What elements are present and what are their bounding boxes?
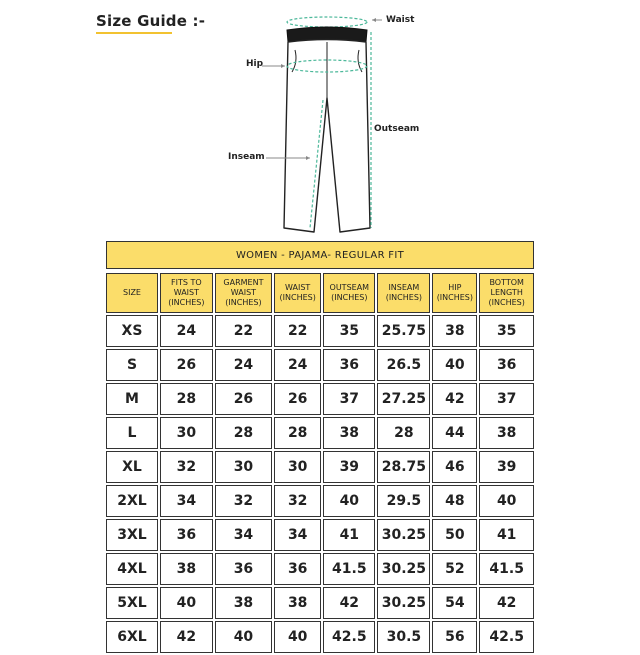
- header-waist: WAIST (INCHES): [274, 273, 321, 313]
- table-cell: 52: [432, 553, 477, 585]
- table-cell: 54: [432, 587, 477, 619]
- table-cell: 25.75: [377, 315, 430, 347]
- table-cell: 34: [215, 519, 272, 551]
- size-cell: 4XL: [106, 553, 158, 585]
- size-cell: XS: [106, 315, 158, 347]
- table-banner: WOMEN - PAJAMA- REGULAR FIT: [106, 241, 534, 269]
- table-cell: 39: [479, 451, 534, 483]
- table-cell: 22: [215, 315, 272, 347]
- size-cell: 2XL: [106, 485, 158, 517]
- table-cell: 38: [274, 587, 321, 619]
- table-cell: 38: [160, 553, 213, 585]
- table-cell: 38: [432, 315, 477, 347]
- table-cell: 35: [323, 315, 375, 347]
- size-table: [104, 271, 536, 655]
- table-body: [106, 315, 534, 653]
- table-cell: 42: [323, 587, 375, 619]
- table-cell: 34: [274, 519, 321, 551]
- table-cell: 28: [377, 417, 430, 449]
- table-cell: 36: [215, 553, 272, 585]
- table-row: [106, 417, 534, 449]
- table-cell: 28: [160, 383, 213, 415]
- table-cell: 42: [479, 587, 534, 619]
- table-cell: 40: [215, 621, 272, 653]
- table-cell: 26.5: [377, 349, 430, 381]
- header-size: SIZE: [106, 273, 158, 313]
- table-cell: 28: [215, 417, 272, 449]
- table-cell: 40: [160, 587, 213, 619]
- table-cell: 26: [274, 383, 321, 415]
- table-cell: 36: [274, 553, 321, 585]
- size-cell: 3XL: [106, 519, 158, 551]
- table-row: [106, 315, 534, 347]
- outseam-label: Outseam: [374, 124, 420, 134]
- table-row: [106, 451, 534, 483]
- table-cell: 30: [215, 451, 272, 483]
- table-cell: 50: [432, 519, 477, 551]
- table-cell: 42: [432, 383, 477, 415]
- size-cell: XL: [106, 451, 158, 483]
- table-cell: 56: [432, 621, 477, 653]
- table-cell: 42: [160, 621, 213, 653]
- table-cell: 41.5: [479, 553, 534, 585]
- table-cell: 40: [479, 485, 534, 517]
- table-cell: 35: [479, 315, 534, 347]
- table-cell: 24: [215, 349, 272, 381]
- table-cell: 38: [215, 587, 272, 619]
- table-cell: 37: [479, 383, 534, 415]
- table-cell: 42.5: [323, 621, 375, 653]
- table-cell: 38: [479, 417, 534, 449]
- table-row: [106, 349, 534, 381]
- table-cell: 28: [274, 417, 321, 449]
- table-cell: 42.5: [479, 621, 534, 653]
- table-cell: 30: [274, 451, 321, 483]
- table-cell: 38: [323, 417, 375, 449]
- table-cell: 40: [323, 485, 375, 517]
- header-outseam: OUTSEAM (INCHES): [323, 273, 375, 313]
- table-cell: 32: [274, 485, 321, 517]
- table-cell: 30: [160, 417, 213, 449]
- table-cell: 41.5: [323, 553, 375, 585]
- table-row: [106, 621, 534, 653]
- table-cell: 46: [432, 451, 477, 483]
- table-cell: 22: [274, 315, 321, 347]
- size-cell: M: [106, 383, 158, 415]
- table-cell: 30.25: [377, 553, 430, 585]
- table-cell: 30.5: [377, 621, 430, 653]
- waist-measure-line: [287, 17, 367, 27]
- table-cell: 28.75: [377, 451, 430, 483]
- table-cell: 39: [323, 451, 375, 483]
- table-cell: 26: [160, 349, 213, 381]
- table-row: [106, 383, 534, 415]
- table-cell: 48: [432, 485, 477, 517]
- header-fits-to-waist: FITS TO WAIST (INCHES): [160, 273, 213, 313]
- inseam-label: Inseam: [228, 152, 265, 162]
- table-cell: 29.5: [377, 485, 430, 517]
- table-cell: 30.25: [377, 519, 430, 551]
- size-table-container: [104, 241, 536, 655]
- size-cell: 6XL: [106, 621, 158, 653]
- table-cell: 36: [479, 349, 534, 381]
- table-cell: 40: [274, 621, 321, 653]
- hip-label: Hip: [246, 59, 264, 69]
- table-cell: 32: [215, 485, 272, 517]
- pajama-diagram: [0, 0, 640, 240]
- table-cell: 30.25: [377, 587, 430, 619]
- table-row: [106, 519, 534, 551]
- table-row: [106, 587, 534, 619]
- table-cell: 27.25: [377, 383, 430, 415]
- table-cell: 26: [215, 383, 272, 415]
- header-bottom-length: BOTTOM LENGTH (INCHES): [479, 273, 534, 313]
- table-cell: 44: [432, 417, 477, 449]
- table-cell: 37: [323, 383, 375, 415]
- header-inseam: INSEAM (INCHES): [377, 273, 430, 313]
- table-cell: 24: [160, 315, 213, 347]
- size-cell: L: [106, 417, 158, 449]
- size-cell: 5XL: [106, 587, 158, 619]
- waist-label: Waist: [386, 15, 415, 25]
- table-header-row: [106, 273, 534, 313]
- table-cell: 24: [274, 349, 321, 381]
- header-garment-waist: GARMENT WAIST (INCHES): [215, 273, 272, 313]
- page-title: Size Guide :-: [96, 12, 206, 30]
- table-cell: 32: [160, 451, 213, 483]
- table-cell: 34: [160, 485, 213, 517]
- header-hip: HIP (INCHES): [432, 273, 477, 313]
- table-cell: 41: [323, 519, 375, 551]
- table-cell: 41: [479, 519, 534, 551]
- table-row: [106, 485, 534, 517]
- table-cell: 36: [323, 349, 375, 381]
- table-cell: 40: [432, 349, 477, 381]
- size-cell: S: [106, 349, 158, 381]
- table-row: [106, 553, 534, 585]
- table-cell: 36: [160, 519, 213, 551]
